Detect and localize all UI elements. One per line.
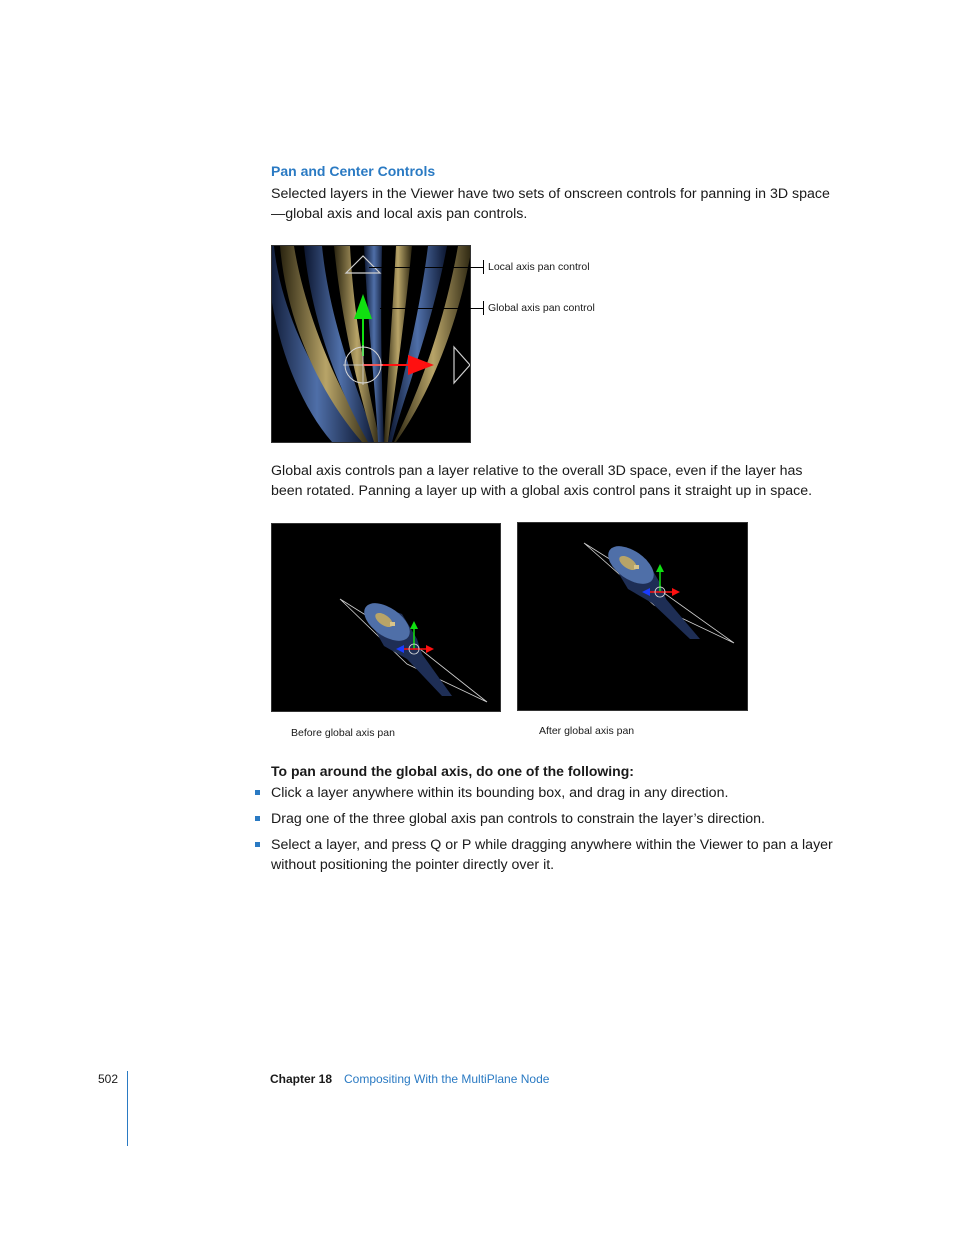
caption-before: Before global axis pan xyxy=(291,727,395,739)
callout-line-local xyxy=(369,267,484,268)
figure-before-global-pan xyxy=(271,523,501,712)
bullet-square-icon xyxy=(255,816,260,821)
bullet-square-icon xyxy=(255,790,260,795)
figure-local-global-pan xyxy=(271,245,471,443)
balloon-before-image xyxy=(272,524,500,711)
procedure-list xyxy=(255,783,835,881)
list-item xyxy=(255,783,835,803)
list-item-text: Click a layer anywhere within its bounding box, and drag in any direction. xyxy=(271,785,729,801)
page-number: 502 xyxy=(98,1072,119,1086)
list-item-text: Select a layer, and press Q or P while dragging anywhere within the Viewer to pan a layer without positioning the pointer directly over it. xyxy=(271,837,833,873)
list-item xyxy=(255,835,835,875)
procedure-title: To pan around the global axis, do one of the following: xyxy=(271,763,634,779)
balloon-closeup-image xyxy=(272,246,470,442)
callout-global-axis-label: Global axis pan control xyxy=(488,302,595,314)
list-item-text: Drag one of the three global axis pan controls to constrain the layer’s direction. xyxy=(271,811,765,827)
section-title: Pan and Center Controls xyxy=(271,163,436,179)
callout-local-axis-label: Local axis pan control xyxy=(488,261,590,273)
balloon-after-image xyxy=(518,523,747,710)
footer-chapter-label: Chapter 18 xyxy=(270,1072,333,1086)
global-axis-paragraph: Global axis controls pan a layer relative to the overall 3D space, even if the layer has been rotated. Panning a layer up with a global axis control pans it straight up in space. xyxy=(271,463,813,499)
list-item xyxy=(255,809,835,829)
footer-divider xyxy=(127,1071,128,1146)
figure-after-global-pan xyxy=(517,522,748,711)
callout-line-global xyxy=(380,308,484,309)
caption-after: After global axis pan xyxy=(539,725,635,737)
callout-tick-global xyxy=(483,301,484,315)
intro-paragraph: Selected layers in the Viewer have two sets of onscreen controls for panning in 3D space—global axis and local axis pan controls. xyxy=(271,186,830,222)
bullet-square-icon xyxy=(255,842,260,847)
footer-chapter-title: Compositing With the MultiPlane Node xyxy=(344,1072,550,1086)
callout-tick-local xyxy=(483,260,484,274)
